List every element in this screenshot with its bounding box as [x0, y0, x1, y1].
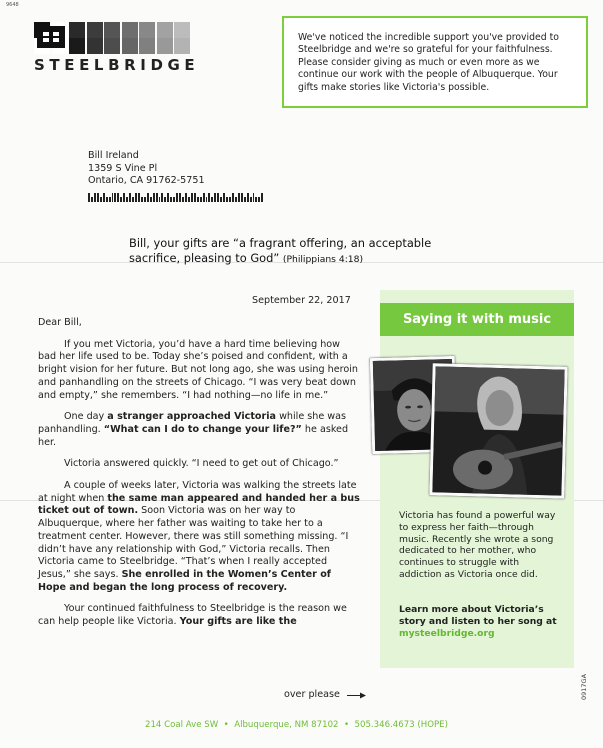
barcode-bar [100, 197, 102, 202]
barcode-bar [109, 197, 111, 202]
barcode-bar [182, 197, 184, 202]
logo-s-glyph [37, 26, 65, 48]
barcode-bar [261, 193, 263, 202]
recipient-name: Bill Ireland [88, 150, 139, 161]
logo-square [122, 38, 138, 54]
logo-square [87, 38, 103, 54]
barcode-bar [179, 193, 181, 202]
steelbridge-logo-mark [34, 22, 194, 54]
barcode-bar [88, 193, 90, 202]
barcode-bar [220, 197, 222, 202]
logo-square [104, 22, 120, 38]
logo-square [174, 38, 190, 54]
barcode-bar [135, 193, 137, 202]
logo-square [87, 22, 103, 38]
recipient-city: Ontario, CA 91762-5751 [88, 175, 205, 186]
postal-barcode [88, 193, 263, 202]
logo-square [104, 38, 120, 54]
logo-square [69, 22, 85, 38]
over-please-label: over please [284, 689, 340, 700]
barcode-bar [203, 193, 205, 202]
paragraph-1: If you met Victoria, you’d have a hard time believing how bad her life used to be. Today she’s poised and confident, with a bright vision for her future. But not long ago, she was using heroin and panhandling on the streets of Chicago. “I was very beat down and empty,” she remembers. “I had nothing—no life in me.” [38, 338, 358, 401]
barcode-bar [229, 197, 231, 202]
p4-bold-b: She enrolled in the Women’s Center of Hope and began the long process of recovery. [38, 568, 331, 593]
sidebar-story-text: Victoria has found a powerful way to express her faith—through music. Recently she wrote a song dedicated to her mother, who continues to struggle with addiction as Victoria once did. [399, 510, 556, 580]
barcode-bar [167, 193, 169, 202]
barcode-bar [258, 197, 260, 202]
salutation: Dear Bill, [38, 317, 82, 328]
barcode-bar [170, 197, 172, 202]
barcode-bar [120, 197, 122, 202]
letter-body [38, 317, 360, 638]
barcode-bar [253, 193, 255, 202]
paragraph-3: Victoria answered quickly. “I need to get out of Chicago.” [64, 458, 339, 470]
barcode-bar [103, 193, 105, 202]
letter-date: September 22, 2017 [252, 295, 351, 306]
barcode-bar [217, 193, 219, 202]
barcode-bar [241, 193, 243, 202]
barcode-bar [94, 193, 96, 202]
p2-text-a: One day [64, 411, 108, 423]
barcode-bar [106, 197, 108, 202]
barcode-bar [150, 197, 152, 202]
logo-square [139, 38, 155, 54]
verse-reference: (Philippians 4:18) [282, 253, 364, 265]
barcode-bar [226, 197, 228, 202]
verse-quote: Bill, your gifts are “a fragrant offering, an acceptable sacrifice, pleasing to God” [129, 236, 432, 265]
paragraph-2 [38, 411, 360, 449]
barcode-bar [255, 197, 257, 202]
barcode-bar [208, 193, 210, 202]
p2-bold-b: “What can I do to change your life?” [103, 423, 302, 435]
barcode-bar [214, 193, 216, 202]
logo-square [157, 38, 173, 54]
barcode-bar [129, 193, 131, 202]
recipient-address [88, 150, 205, 188]
barcode-bar [200, 197, 202, 202]
barcode-bar [176, 193, 178, 202]
mailing-code: 0917GA [580, 673, 588, 700]
barcode-bar [138, 193, 140, 202]
print-code: 9648 [6, 2, 19, 8]
footer-contact: 214 Coal Ave SW • Albuquerque, NM 87102 • 505.346.4673 (HOPE) [145, 720, 448, 730]
barcode-bar [191, 193, 193, 202]
sidebar-cta-text: Learn more about Victoria’s story and listen to her song at [399, 604, 557, 627]
barcode-bar [247, 193, 249, 202]
barcode-bar [132, 197, 134, 202]
barcode-bar [147, 193, 149, 202]
barcode-bar [91, 197, 93, 202]
paragraph-5 [38, 603, 360, 628]
sidebar-title: Saying it with music [380, 303, 574, 336]
barcode-bar [235, 197, 237, 202]
p4-bold-a: the same man appeared and handed her a bus ticket out of town. [38, 492, 360, 517]
barcode-bar [156, 193, 158, 202]
barcode-bar [238, 193, 240, 202]
sidebar-cta [399, 604, 564, 639]
barcode-bar [197, 197, 199, 202]
barcode-bar [194, 193, 196, 202]
logo-square [139, 22, 155, 38]
barcode-bar [153, 193, 155, 202]
right-arrow-icon [347, 692, 366, 699]
p4-text-a: A couple of weeks later, Victoria was walking the streets late at night when [38, 480, 357, 504]
barcode-bar [112, 193, 114, 202]
p2-text-c: he asked her. [38, 423, 349, 448]
barcode-bar [126, 197, 128, 202]
logo-square [69, 38, 85, 54]
p4-text-b: Soon Victoria was on her way to Albuquerque, where her father was waiting to take her to a treatment center. However, there was still something missing. “I didn’t have any relationship with God,” Victoria recalls. Then Victoria came to Steelbridge. “That’s when I really accepted Jesus,” she says. [38, 505, 349, 580]
barcode-bar [232, 193, 234, 202]
barcode-bar [159, 197, 161, 202]
barcode-bar [223, 193, 225, 202]
website-link[interactable]: mysteelbridge.org [399, 627, 495, 639]
barcode-bar [211, 197, 213, 202]
paragraph-4 [38, 480, 360, 594]
logo-square [157, 22, 173, 38]
barcode-bar [164, 197, 166, 202]
p5-bold-a: Your gifts are like the [179, 616, 297, 628]
barcode-bar [244, 197, 246, 202]
barcode-bar [123, 193, 125, 202]
barcode-bar [250, 197, 252, 202]
scripture-verse [129, 236, 469, 267]
barcode-bar [185, 193, 187, 202]
barcode-bar [117, 193, 119, 202]
victoria-guitar-photo [429, 363, 567, 498]
steelbridge-logo-wordmark: STEELBRIDGE [34, 56, 200, 74]
p2-text-b: while she was panhandling. [38, 411, 347, 435]
appeal-callout-box [282, 16, 588, 108]
barcode-bar [161, 193, 163, 202]
appeal-callout-text: We've noticed the incredible support you've provided to Steelbridge and we're so grateful for your faithfulness. Please consider giving as much or even more as we continue our work with the people of Albuquerque. Your gifts make stories like Victoria's possible. [298, 32, 559, 93]
p2-bold-a: a stranger approached Victoria [107, 411, 277, 423]
logo-square [122, 22, 138, 38]
barcode-bar [114, 193, 116, 202]
barcode-bar [188, 197, 190, 202]
barcode-bar [144, 197, 146, 202]
barcode-bar [97, 193, 99, 202]
barcode-bar [173, 197, 175, 202]
recipient-street: 1359 S Vine Pl [88, 162, 158, 174]
logo-square [174, 22, 190, 38]
barcode-bar [141, 197, 143, 202]
barcode-bar [206, 197, 208, 202]
p5-text-a: Your continued faithfulness to Steelbridge is the reason we can help people like Victoria. [38, 603, 347, 628]
